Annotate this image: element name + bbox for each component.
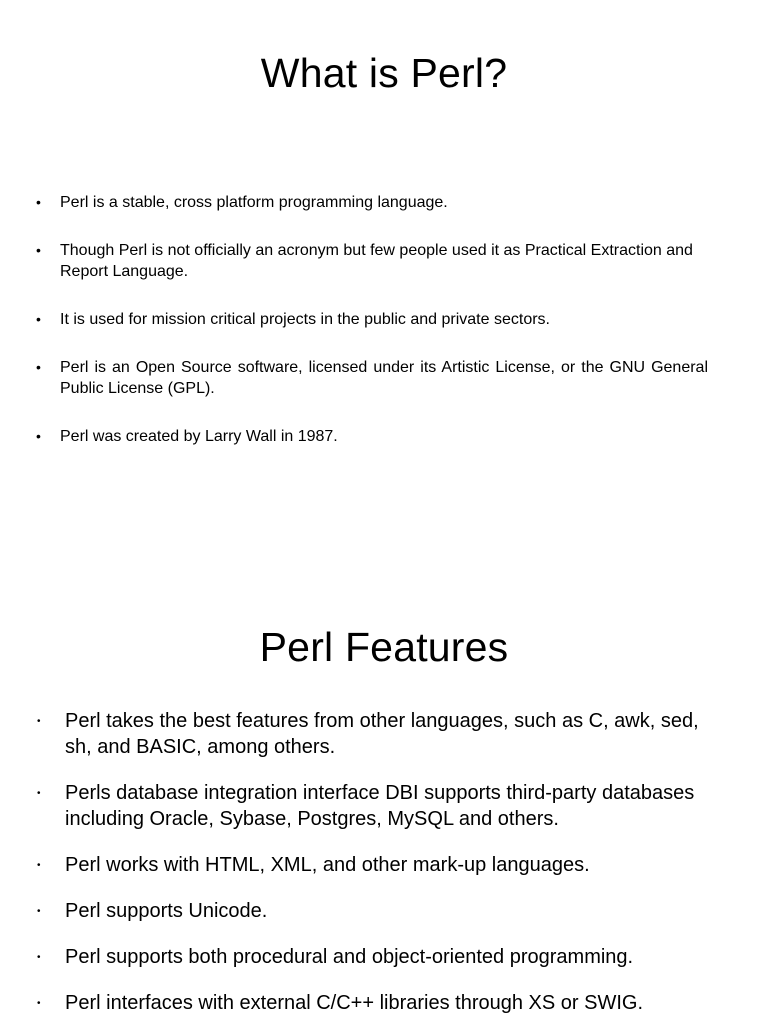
bullet-item — [36, 426, 708, 447]
bullet-marker: • — [36, 242, 41, 258]
bullet-marker: • — [37, 788, 41, 799]
bullet-marker: • — [37, 952, 41, 963]
bullet-list — [36, 708, 708, 1036]
bullet-list — [36, 192, 708, 474]
bullet-item — [36, 780, 708, 832]
bullet-item — [36, 240, 708, 282]
bullet-marker: • — [36, 428, 41, 444]
bullet-item — [36, 944, 708, 970]
bullet-text: Perl is an Open Source software, licensed under its Artistic License, or the GNU General Public License (GPL). — [60, 359, 708, 397]
slide-title: Perl Features — [259, 624, 509, 670]
bullet-text: Perl supports Unicode. — [65, 900, 268, 922]
bullet-text: Perl interfaces with external C/C++ libraries through XS or SWIG. — [65, 992, 644, 1014]
bullet-marker: • — [37, 860, 41, 871]
bullet-marker: • — [36, 194, 41, 210]
bullet-marker: • — [37, 716, 41, 727]
bullet-marker: • — [37, 998, 41, 1009]
slide-perl-features — [0, 600, 768, 1024]
bullet-text: It is used for mission critical projects in the public and private sectors. — [60, 311, 550, 328]
bullet-item — [36, 192, 708, 213]
bullet-item — [36, 357, 708, 399]
bullet-text: Perls database integration interface DBI supports third-party databases including Oracle, Sybase, Postgres, MySQL and others. — [65, 782, 695, 830]
bullet-marker: • — [36, 359, 41, 375]
bullet-marker: • — [36, 311, 41, 327]
bullet-text: Though Perl is not officially an acronym but few people used it as Practical Extraction and Report Language. — [60, 242, 693, 280]
bullet-item — [36, 309, 708, 330]
bullet-item — [36, 708, 708, 760]
bullet-item — [36, 898, 708, 924]
bullet-marker: • — [37, 906, 41, 917]
bullet-text: Perl works with HTML, XML, and other mark-up languages. — [65, 854, 590, 876]
bullet-text: Perl takes the best features from other languages, such as C, awk, sed, sh, and BASIC, among others. — [65, 710, 699, 758]
bullet-item — [36, 852, 708, 878]
bullet-text: Perl is a stable, cross platform programming language. — [60, 194, 448, 211]
bullet-text: Perl was created by Larry Wall in 1987. — [60, 428, 338, 445]
slide-title: What is Perl? — [260, 50, 508, 96]
bullet-item — [36, 990, 708, 1016]
bullet-text: Perl supports both procedural and object-oriented programming. — [65, 946, 634, 968]
